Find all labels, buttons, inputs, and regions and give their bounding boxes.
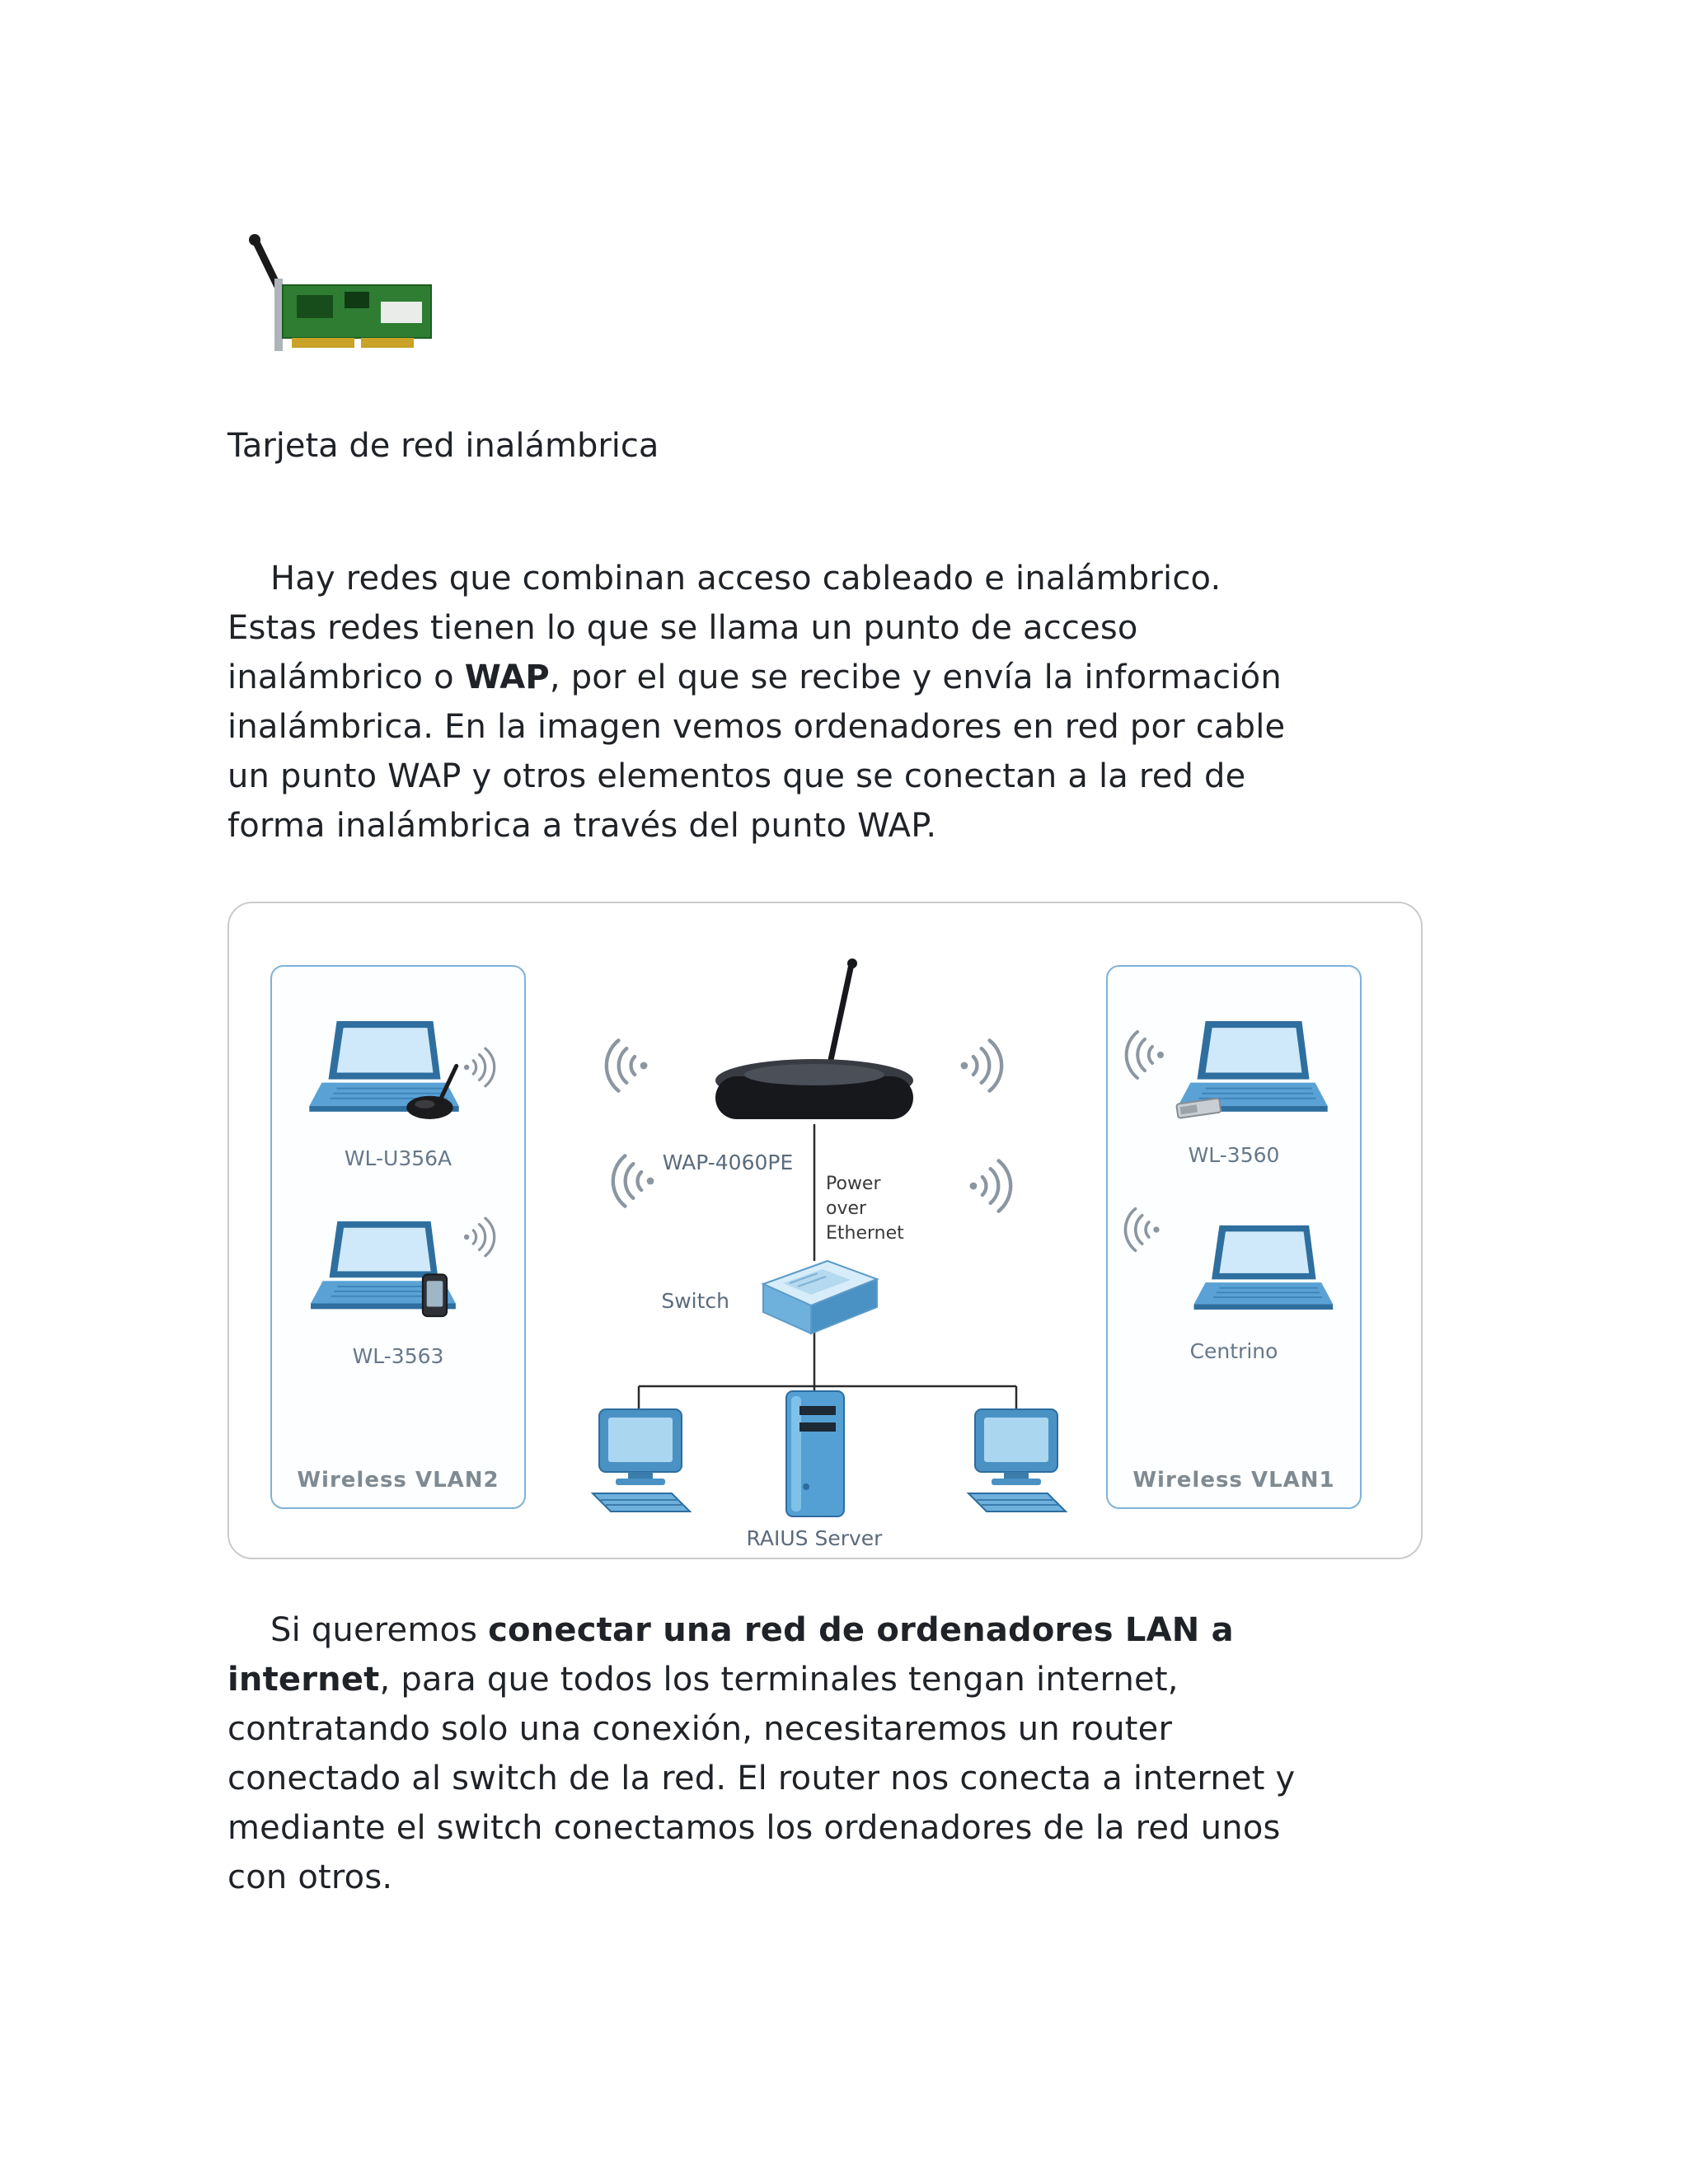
wifi-signal-icon	[1116, 1206, 1164, 1254]
switch-icon	[738, 1256, 883, 1338]
wifi-signal-icon	[460, 1216, 503, 1258]
laptop-icon-wl-3560	[1172, 1018, 1330, 1126]
wifi-signal-icon	[460, 1046, 503, 1089]
paragraph-2-post: , para que todos los terminales tengan internet, contratando solo una conexión, necesitaremos un router conectado al switch de la red. El router nos conecta a internet y mediante el switch conectamos los ordenadores de la red unos con otros.	[227, 1661, 1296, 1896]
paragraph-2-bold: conectar una red de ordenadores LAN a internet	[227, 1611, 1234, 1699]
wireless-nic-icon	[227, 229, 452, 354]
device-label-wl-3560: WL-3560	[1188, 1143, 1280, 1167]
paragraph-2	[227, 1605, 1307, 1902]
wap-label: WAP-4060PE	[662, 1151, 794, 1174]
desktop-computer-icon	[959, 1408, 1074, 1516]
wireless-nic-image	[227, 229, 452, 354]
device-label-wl-u356a: WL-U356A	[344, 1146, 452, 1170]
wifi-signal-icon	[595, 1037, 653, 1094]
wifi-signal-icon	[1116, 1029, 1169, 1081]
wifi-signal-icon	[955, 1037, 1013, 1094]
server-label: RAIUS Server	[746, 1526, 883, 1550]
paragraph-1-pre: Hay redes que combinan acceso cableado e inalámbrico. Estas redes tienen lo que se llama un punto de acceso inalámbrico o	[227, 560, 1221, 696]
vlan1-panel	[1106, 965, 1362, 1509]
paragraph-1-post: , por el que se recibe y envía la información inalámbrica. En la imagen vemos ordenadores en red por cable un punto WAP y otros elementos que se conectan a la red de forma inalámbrica a través del punto WAP.	[227, 658, 1286, 845]
device-label-wl-3563: WL-3563	[352, 1344, 444, 1368]
handheld-device-icon	[423, 1274, 447, 1316]
document-content	[227, 0, 1464, 1902]
server-icon	[767, 1388, 864, 1521]
laptop-icon-centrino	[1189, 1222, 1335, 1323]
vlan2-panel	[270, 965, 526, 1509]
paragraph-1	[227, 554, 1307, 851]
desktop-computer-icon	[583, 1408, 698, 1516]
zone-label-vlan2: Wireless VLAN2	[297, 1468, 499, 1493]
laptop-icon-wl-u356a	[303, 1018, 462, 1126]
wap-device-icon	[687, 953, 942, 1126]
device-label-centrino: Centrino	[1189, 1339, 1278, 1363]
laptop-icon-wl-3563	[305, 1218, 458, 1323]
paragraph-1-bold: WAP	[464, 658, 550, 696]
network-diagram	[227, 902, 1423, 1559]
zone-label-vlan1: Wireless VLAN1	[1132, 1468, 1335, 1493]
switch-label: Switch	[661, 1289, 729, 1313]
paragraph-2-pre: Si queremos	[270, 1611, 489, 1649]
image-caption: Tarjeta de red inalámbrica	[227, 427, 659, 465]
wifi-signal-icon	[964, 1157, 1022, 1215]
poe-label: Power over Ethernet	[826, 1174, 904, 1244]
